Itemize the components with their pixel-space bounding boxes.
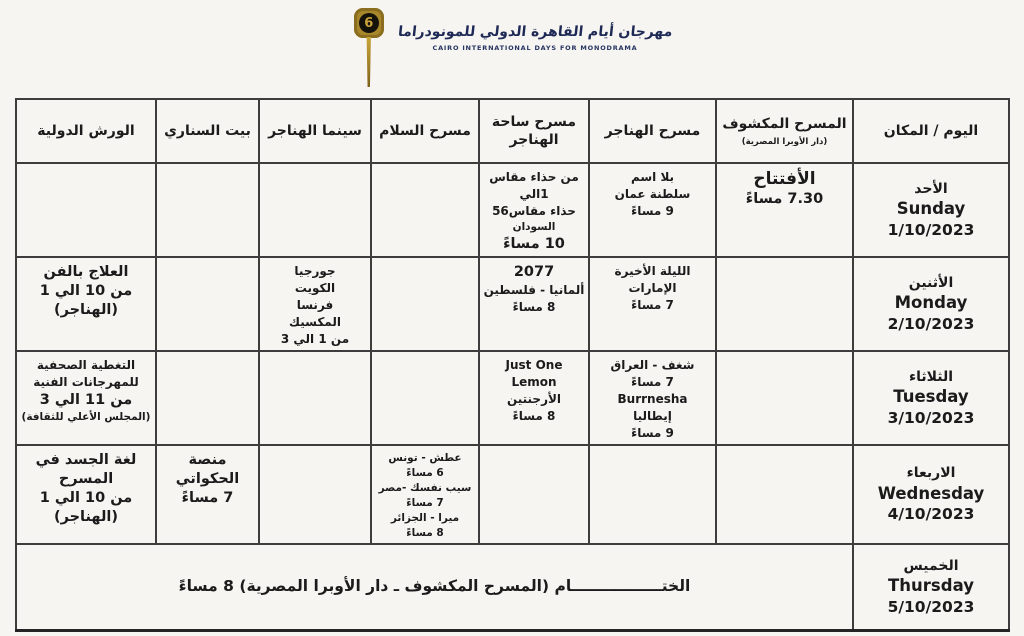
day-ar: الثلاثاء: [908, 369, 954, 386]
schedule-table: [15, 98, 1010, 632]
day-date: 5/10/2023: [887, 597, 975, 616]
cell-line: بلا اسم: [630, 170, 675, 184]
cell-monday-cinema: [259, 257, 371, 351]
cell-tuesday-salam: [371, 351, 479, 445]
cell-line: ألمانيا - فلسطين: [483, 282, 585, 297]
cell-line: من 11 الي 3: [39, 392, 133, 409]
col-header-sennari: [156, 99, 259, 163]
row-thursday: [16, 544, 1009, 631]
cell-tuesday-square: [479, 351, 589, 445]
day-date: 2/10/2023: [887, 314, 975, 333]
cell-line: إيطاليا: [633, 409, 672, 424]
cell-wednesday-salam: [371, 445, 479, 543]
row-tuesday: [16, 351, 1009, 445]
cell-line: Lemon: [511, 375, 557, 390]
logo-text-block: [398, 24, 672, 52]
cell-line: للمهرجانات الفنية: [33, 375, 139, 390]
day-en: Tuesday: [893, 387, 969, 407]
cell-line: السودان: [512, 221, 556, 234]
day-en: Sunday: [896, 199, 966, 219]
day-cell-monday: [853, 257, 1009, 351]
cell-wednesday-square: [479, 445, 589, 543]
day-cell-wednesday: [853, 445, 1009, 543]
day-ar: الأحد: [914, 181, 948, 198]
cell-line: (الهناجر): [53, 508, 119, 525]
cell-line: 8 مساءً: [512, 409, 556, 424]
cell-monday-workshops: [16, 257, 156, 351]
festival-logo: [0, 0, 1024, 98]
cell-line: المكسيك: [289, 314, 341, 329]
schedule-body: [16, 163, 1009, 631]
col-header-open: [716, 99, 853, 163]
cell-line: الأرجنتين: [506, 392, 562, 407]
cell-line: منصة: [188, 452, 227, 469]
cell-sunday-salam: [371, 163, 479, 257]
col-header-hanager: [589, 99, 716, 163]
cell-line: حذاء مقاس56: [492, 204, 576, 219]
cell-sunday-open: [716, 163, 853, 257]
cell-line: 9 مساءً: [631, 426, 674, 441]
cell-monday-square: [479, 257, 589, 351]
cell-line: 2077: [513, 263, 555, 280]
cell-line: من 10 الي 1: [39, 489, 133, 506]
cell-line: الإمارات: [628, 280, 677, 295]
col-header-label: سينما الهناجر: [268, 122, 362, 139]
col-header-workshops: [16, 99, 156, 163]
cell-line: 7 مساءً: [181, 489, 234, 506]
cell-tuesday-sennari: [156, 351, 259, 445]
day-ar: الاربعاء: [906, 465, 956, 482]
cell-wednesday-sennari: [156, 445, 259, 543]
cell-monday-sennari: [156, 257, 259, 351]
cell-wednesday-open: [716, 445, 853, 543]
cell-line: شغف - العراق: [610, 358, 695, 372]
col-header-salam: [371, 99, 479, 163]
cell-line: 8 مساءً: [512, 299, 556, 314]
row-wednesday: [16, 445, 1009, 543]
cell-line: 7 مساءً: [631, 375, 674, 390]
cell-line: جورجيا: [294, 263, 336, 278]
day-ar: الأثنين: [908, 275, 954, 292]
cell-line: Just One: [505, 358, 563, 372]
cell-line: 7 مساءً: [406, 496, 444, 509]
cell-line: من حذاء مقاس 1الي: [489, 170, 579, 202]
cell-line: 8 مساءً: [406, 526, 444, 539]
col-header-label: مسرح الهناجر: [604, 122, 701, 139]
cell-monday-open: [716, 257, 853, 351]
cell-line: Burrnesha: [617, 392, 688, 407]
cell-tuesday-workshops: [16, 351, 156, 445]
cell-line: 7.30 مساءً: [745, 191, 824, 208]
col-header-cinema: [259, 99, 371, 163]
day-en: Thursday: [888, 576, 974, 596]
schedule-table-area: [0, 98, 1024, 632]
cell-line: ميرا - الجزائر: [390, 511, 460, 524]
col-header-label: اليوم / المكان: [883, 122, 979, 139]
cell-wednesday-workshops: [16, 445, 156, 543]
cell-line: من 10 الي 1: [39, 282, 133, 299]
cell-line: لغة الجسد في المسرح: [35, 452, 137, 487]
cell-line: (الهناجر): [53, 301, 119, 318]
cell-sunday-square: [479, 163, 589, 257]
cell-sunday-hanager: [589, 163, 716, 257]
day-ar: الخميس: [903, 557, 959, 574]
cell-line: العلاج بالفن: [43, 263, 129, 280]
cell-monday-hanager: [589, 257, 716, 351]
logo-title-arabic: مهرجان أيام القاهرة الدولي للمونودراما: [396, 24, 674, 40]
cell-line: سيب نفسك -مصر: [378, 481, 472, 494]
cell-tuesday-open: [716, 351, 853, 445]
cell-wednesday-cinema: [259, 445, 371, 543]
col-header-label: بيت السناري: [164, 122, 251, 139]
col-header-sub: (دار الأوبرا المصرية): [741, 136, 828, 147]
day-date: 1/10/2023: [887, 220, 975, 239]
cell-line: فرنسا: [296, 297, 334, 312]
cell-line: عطش - تونس: [388, 452, 462, 465]
header-row: [16, 99, 1009, 163]
col-header-label: الورش الدولية: [37, 122, 135, 139]
cell-line: سلطنة عمان: [614, 187, 691, 202]
row-monday: [16, 257, 1009, 351]
closing-cell: [16, 544, 853, 631]
day-date: 3/10/2023: [887, 408, 975, 427]
cell-line: الحكواتي: [175, 471, 240, 487]
cell-tuesday-hanager: [589, 351, 716, 445]
cell-line: 6 مساءً: [406, 467, 444, 480]
col-header-label: مسرح السلام: [379, 122, 471, 139]
row-sunday: [16, 163, 1009, 257]
logo-stem: [363, 37, 375, 87]
cell-line: (المجلس الأعلي للثقافة): [21, 410, 151, 423]
cell-line: التغطية الصحفية: [36, 358, 136, 372]
cell-sunday-cinema: [259, 163, 371, 257]
cell-line: 9 مساءً: [631, 204, 674, 219]
logo-number: 6: [359, 13, 379, 33]
cell-line: الكويت: [294, 280, 336, 295]
logo-title-english: CAIRO INTERNATIONAL DAYS FOR MONODRAMA: [432, 44, 638, 52]
col-header-square: [479, 99, 589, 163]
day-cell-thursday: [853, 544, 1009, 631]
col-header-label: المسرح المكشوف: [722, 116, 847, 133]
cell-monday-salam: [371, 257, 479, 351]
cell-line: الأفتتاح: [753, 169, 816, 189]
cell-sunday-workshops: [16, 163, 156, 257]
day-en: Monday: [894, 293, 968, 313]
day-en: Wednesday: [877, 483, 985, 503]
cell-line: الليلة الأخيرة: [614, 263, 691, 278]
day-date: 4/10/2023: [887, 505, 975, 524]
cell-tuesday-cinema: [259, 351, 371, 445]
col-header-day: [853, 99, 1009, 163]
day-cell-sunday: [853, 163, 1009, 257]
logo-trophy-icon: [352, 8, 386, 87]
logo-disc: [354, 8, 384, 38]
cell-line: الختـــــــــــــــــام (المسرح المكشوف ـ دار الأوبرا المصرية) 8 مساءً: [178, 577, 691, 596]
cell-sunday-sennari: [156, 163, 259, 257]
cell-line: من 1 الي 3: [280, 331, 350, 346]
cell-line: 10 مساءً: [503, 236, 565, 252]
cell-line: 7 مساءً: [631, 297, 674, 312]
col-header-label: مسرح ساحة الهناجر: [491, 113, 577, 148]
cell-wednesday-hanager: [589, 445, 716, 543]
day-cell-tuesday: [853, 351, 1009, 445]
